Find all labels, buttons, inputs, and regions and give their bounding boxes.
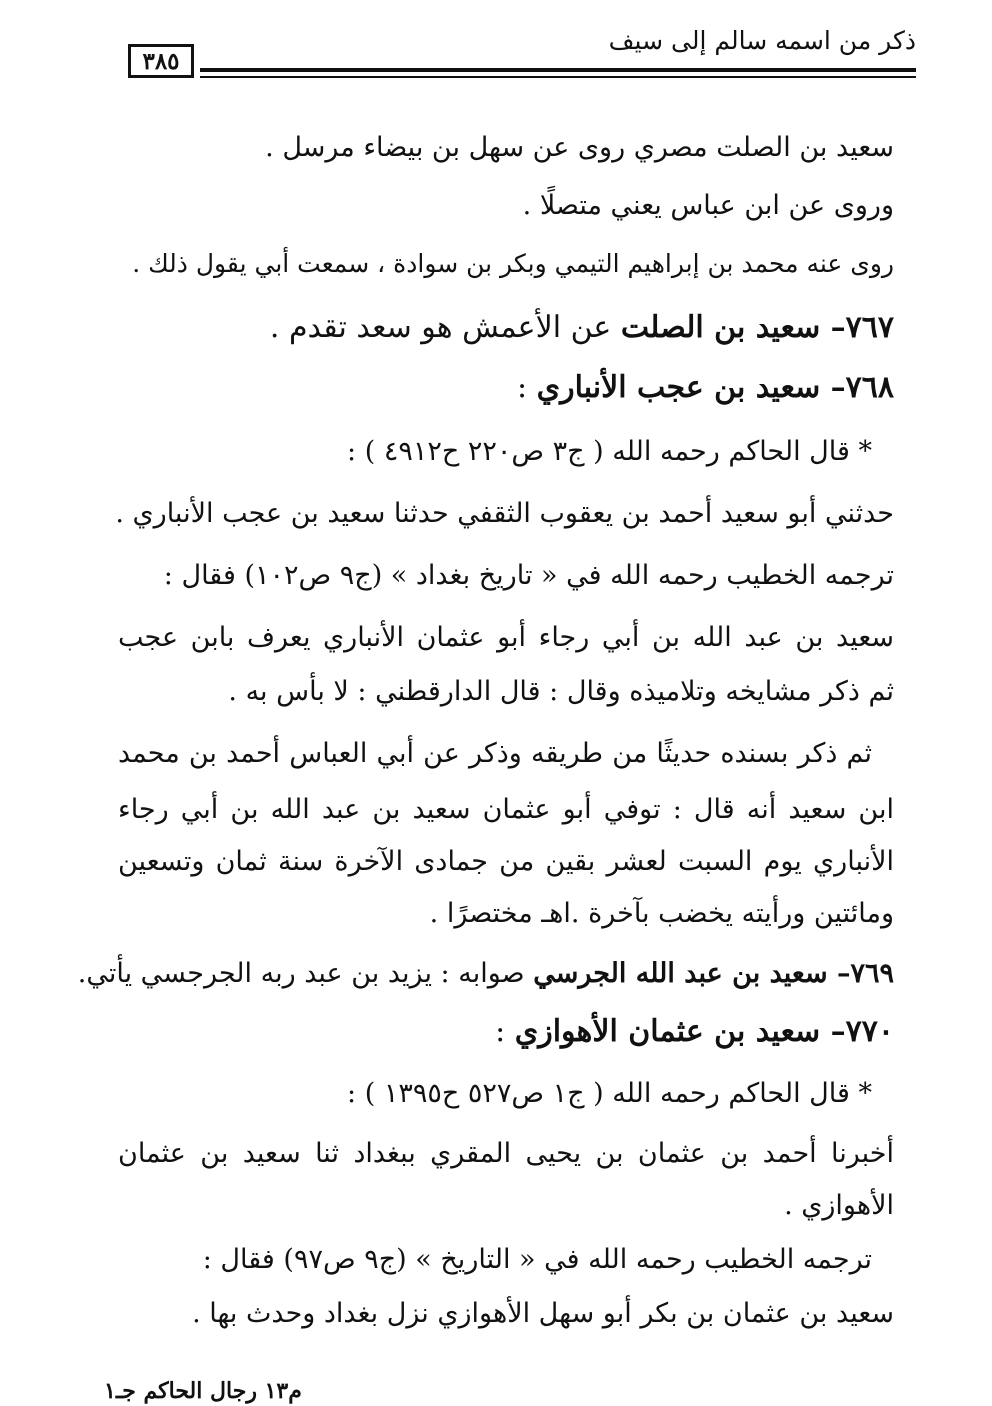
entry-heading-note: : [495, 1014, 515, 1049]
entry-heading-title: ٧٧٠– سعيد بن عثمان الأهوازي [514, 1014, 894, 1049]
entry-heading-769 [78, 954, 894, 994]
text-line: ثم ذكر مشايخه وتلاميذه وقال : قال الدارقطني : لا بأس به . [228, 676, 894, 707]
page-number: ٣٨٥ [128, 44, 194, 78]
running-header [128, 22, 916, 82]
text-line: سعيد بن عبد الله بن أبي رجاء أبو عثمان الأنباري يعرف بابن عجب [118, 622, 894, 653]
text-line: سعيد بن عثمان بن بكر أبو سهل الأهوازي نزل بغداد وحدث بها . [192, 1298, 894, 1329]
text-line: ترجمه الخطيب رحمه الله في « التاريخ » (ج٩ ص٩٧) فقال : [202, 1244, 872, 1275]
text-line: ومائتين ورأيته يخضب بآخرة .اهـ مختصرًا . [429, 898, 894, 929]
entry-heading-title: ٧٦٩– سعيد بن عبد الله الجرسي [533, 958, 894, 989]
text-line: ترجمه الخطيب رحمه الله في « تاريخ بغداد » (ج٩ ص١٠٢) فقال : [163, 560, 894, 591]
header-double-rule [200, 68, 916, 78]
entry-heading-768 [517, 368, 894, 408]
entry-heading-title: ٧٦٨– سعيد بن عجب الأنباري [536, 370, 894, 405]
citation-line: * قال الحاكم رحمه الله ( ج٣ ص٢٢٠ ح٤٩١٢ ) : [347, 436, 872, 467]
text-line: أخبرنا أحمد بن عثمان بن يحيى المقري ببغداد ثنا سعيد بن عثمان [118, 1138, 894, 1169]
entry-heading-title: ٧٦٧– سعيد بن الصلت [620, 310, 894, 345]
text-line: حدثني أبو سعيد أحمد بن يعقوب الثقفي حدثنا سعيد بن عجب الأنباري . [115, 498, 894, 529]
entry-heading-770 [495, 1012, 894, 1052]
citation-line: * قال الحاكم رحمه الله ( ج١ ص٥٢٧ ح١٣٩٥ ) : [347, 1078, 872, 1109]
entry-heading-767 [270, 308, 894, 348]
text-line: وروى عن ابن عباس يعني متصلًا . [522, 190, 894, 221]
running-header-title: ذكر من اسمه سالم إلى سيف [608, 26, 916, 55]
text-line: سعيد بن الصلت مصري روى عن سهل بن بيضاء مرسل . [265, 132, 894, 163]
text-line: الأنباري يوم السبت لعشر بقين من جمادى الآخرة سنة ثمان وتسعين [118, 846, 894, 877]
text-line: الأهوازي . [784, 1190, 894, 1221]
entry-heading-note: : [516, 370, 537, 405]
entry-heading-note: صوابه : يزيد بن عبد ربه الجرجسي يأتي. [77, 958, 534, 989]
text-line: ثم ذكر بسنده حديثًا من طريقه وذكر عن أبي العباس أحمد بن محمد [118, 738, 872, 769]
signature-footer: م١٣ رجال الحاكم جـ١ [104, 1378, 302, 1404]
text-line: ابن سعيد أنه قال : توفي أبو عثمان سعيد بن عبد الله بن أبي رجاء [118, 794, 894, 825]
text-line: روى عنه محمد بن إبراهيم التيمي وبكر بن سوادة ، سمعت أبي يقول ذلك . [132, 249, 894, 278]
entry-heading-note: عن الأعمش هو سعد تقدم . [269, 310, 621, 345]
